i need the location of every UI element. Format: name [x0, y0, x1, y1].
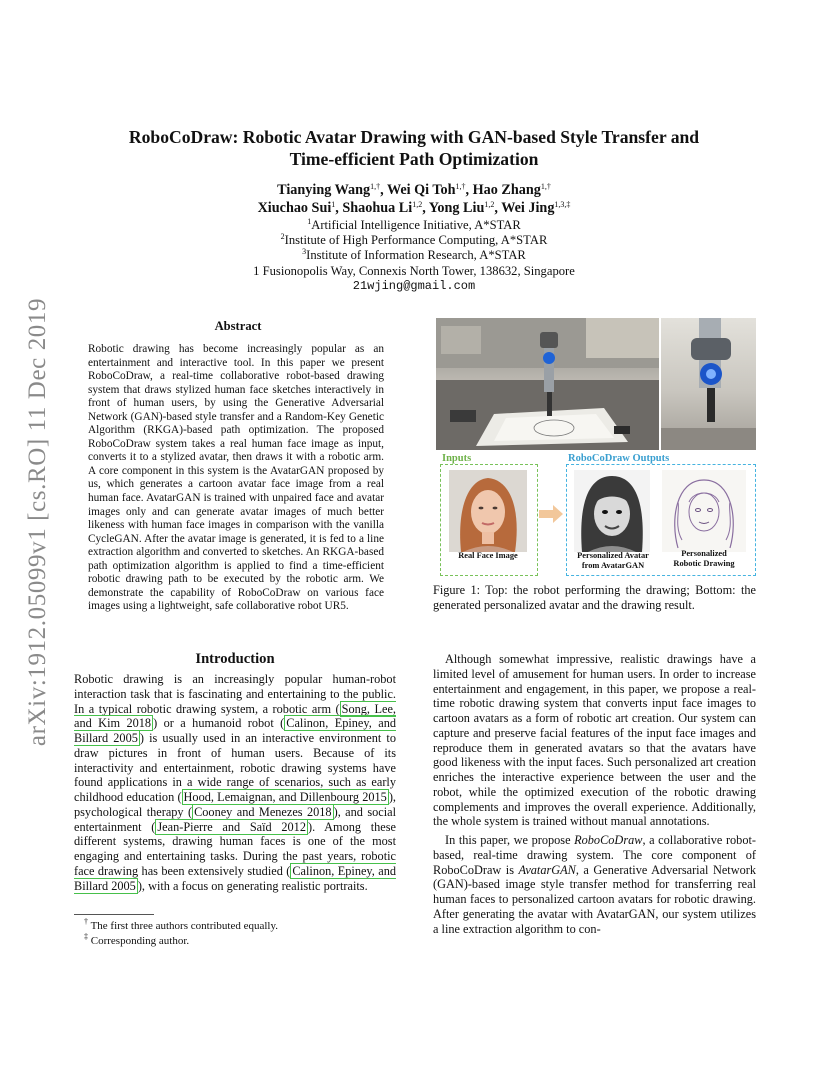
robotic-drawing-image: [662, 470, 746, 552]
author-list: [60, 181, 768, 217]
author-separator: ,: [380, 182, 387, 198]
robot-drawing-photo: [436, 318, 659, 450]
abstract-body: Robotic drawing has become increasingly popular as an entertainment and interactive tool. In this paper we present RoboCoDraw, a real-time collaborative robot-based drawing system that draws stylized human face sketches interactively in front of human users, by using the Generative Adversarial Network (GAN)-based style transfer and a Random-Key Genetic Algorithm (RKGA)-based path optimization. The proposed RoboCoDraw system takes a real human face image as input, converts it to a stylized avatar, then draws it with a robotic arm. A core component in this system is the AvatarGAN proposed by us, which generates a cartoon avatar face image from a real human face. AvatarGAN is trained with unpaired face and avatar images only and can generate avatar images of much better likeness with human face images in comparison with the vanilla CycleGAN. After the avatar image is generated, it is fed to a line extraction algorithm and converted to sketches. An RKGA-based path optimization algorithm is applied to find a time-efficient robotic drawing path to be executed by the robotic arm. We demonstrate the capability of RoboCoDraw on various face images using a lightweight, safe collaborative robot UR5.: [88, 343, 384, 613]
figure-caption: Figure 1: Top: the robot performing the drawing; Bottom: the generated personalized avatar and the drawing result.: [433, 583, 756, 612]
arxiv-identifier: arXiv:1912.05099v1 [cs.RO] 11 Dec 2019: [24, 297, 51, 747]
outputs-label: RoboCoDraw Outputs: [568, 453, 670, 464]
author-name: Tianying Wang: [277, 182, 371, 198]
citation-link[interactable]: Calinon, Epiney, and Billard 2005: [74, 863, 396, 893]
robot-closeup-photo: [661, 318, 756, 450]
real-face-label: Real Face Image: [458, 551, 518, 560]
affiliation-text: Institute of Information Research, A*STAR: [306, 248, 526, 263]
footnotes: [74, 919, 396, 949]
right-column-body: [433, 652, 756, 940]
body-text: , a collaborative robot-based, real-time drawing system. The core component of RoboCoDraw is: [433, 833, 756, 877]
author-name: Wei Jing: [501, 200, 555, 216]
right-paragraph-2: [433, 833, 756, 936]
avatar-label: [570, 551, 656, 571]
author-affil-mark: 1,3,‡: [554, 200, 571, 209]
author-separator: ,: [335, 200, 343, 216]
intro-text: ), with a focus on generating realistic portraits.: [137, 878, 368, 893]
avatar-image: [574, 470, 650, 552]
drawing-label: [660, 549, 748, 569]
arxiv-stamp: [16, 284, 60, 760]
author-name: Hao Zhang: [472, 182, 541, 198]
intro-text: ), and social entertainment (: [74, 804, 397, 834]
citation-link[interactable]: Song, Lee, and Kim 2018: [74, 701, 396, 731]
inputs-label: Inputs: [442, 453, 472, 464]
title-line-1: RoboCoDraw: Robotic Avatar Drawing with GAN-based Style Transfer and: [128, 127, 700, 147]
intro-paragraph-1: [74, 672, 396, 893]
right-paragraph-1: Although somewhat impressive, realistic drawings have a limited level of amusement for human users. In order to increase entertainment and engagement, in this paper, we propose a real-time robotic drawing system that converts input face images to cartoon avatars as a form of robotic art creation. Our system can capture and preserve facial features of the input face images and reproduce them in generated avatars so that the avatars have good likeness with the input faces. Such personalized art creation enriches the interactive experience between the user and the robot, while the optimized execution of the robotic drawing complements and improves the overall experience. Additionally, the whole system is trained without manual annotations.: [433, 652, 756, 829]
body-text: In this paper, we propose: [445, 833, 575, 847]
author-separator: ,: [465, 182, 473, 198]
robot-scene-illustration: [436, 318, 659, 450]
citation-link[interactable]: Cooney and Menezes 2018: [194, 804, 332, 819]
footnote-1: [74, 919, 396, 934]
citation-link[interactable]: Calinon, Epiney, and Billard 2005: [74, 716, 396, 745]
avatar-label-line-1: Personalized Avatar: [577, 551, 649, 560]
author-name: Shaohua Li: [342, 200, 413, 216]
affiliation-text: Institute of High Performance Computing, A*STAR: [284, 233, 548, 248]
author-affil-mark: 1,†: [370, 182, 381, 191]
citation-link[interactable]: Jean-Pierre and Saïd 2012: [157, 819, 306, 834]
drawing-label-line-1: Personalized: [681, 549, 727, 558]
paper-title: [60, 126, 768, 170]
footnote-text: The first three authors contributed equally.: [90, 920, 279, 932]
author-affil-mark: 1: [331, 200, 336, 209]
affiliation-mark: 3: [302, 247, 307, 257]
affiliation-1: [60, 218, 768, 233]
footnote-mark: †: [84, 917, 88, 926]
intro-text: ). Among these different systems, drawing human faces is one of the most engaging and entertaining tasks. During the past years, robotic face drawing has been extensively studied (: [74, 819, 396, 878]
author-affil-mark: 1,2: [484, 200, 495, 209]
author-affil-mark: 1,†: [455, 182, 466, 191]
footnote-2: [74, 934, 396, 949]
email-link[interactable]: 21wjing@gmail.com: [352, 278, 476, 293]
robot-arm-illustration: [661, 318, 756, 450]
cartoon-avatar-illustration: [574, 470, 650, 552]
affiliation-2: [60, 233, 768, 248]
avatar-label-line-2: from AvatarGAN: [581, 561, 645, 570]
author-name: Yong Liu: [428, 200, 485, 216]
line-drawing-illustration: [662, 470, 746, 552]
footnote-mark: ‡: [84, 932, 88, 941]
footnote-text: Corresponding author.: [90, 935, 190, 947]
author-line-1: [60, 181, 768, 199]
author-separator: ,: [422, 200, 429, 216]
address: 1 Fusionopolis Way, Connexis North Tower, 138632, Singapore: [253, 263, 575, 278]
affiliation-text: Artificial Intelligence Initiative, A*STAR: [311, 218, 521, 232]
real-face-image: [449, 470, 527, 552]
citation-link[interactable]: Hood, Lemaignan, and Dillenbourg 2015: [183, 790, 387, 804]
affiliations: [60, 218, 768, 294]
affiliation-mark: 1: [307, 217, 312, 226]
author-affil-mark: 1,†: [540, 182, 551, 191]
intro-text: ), psychological therapy (: [74, 790, 396, 819]
section-heading-introduction: Introduction: [195, 651, 275, 667]
method-name: AvatarGAN: [518, 862, 576, 877]
figure-1: [436, 318, 756, 578]
arrow-right-icon: [539, 505, 563, 523]
intro-text: ) or a humanoid robot (: [153, 716, 285, 731]
author-name: Wei Qi Toh: [386, 182, 456, 198]
real-face-illustration: [449, 470, 527, 552]
title-line-2: Time-efficient Path Optimization: [289, 149, 539, 169]
affiliation-mark: 2: [280, 232, 285, 242]
abstract-heading: Abstract: [214, 319, 262, 333]
author-line-2: [60, 199, 768, 217]
body-text: , a Generative Adversarial Network (GAN)-based image style transfer method for transferring real human faces to personalized cartoon avatars for robotic drawing. After generating the avatar with AvatarGAN, our system utilizes a line extraction algorithm to con-: [433, 862, 756, 936]
intro-text: ) is usually used in an interactive environment to draw pictures in front of human users. Because of its interactivity and entertainment, robotic drawing systems have found applications in a wide range of scenarios, such as early childhood education (: [74, 731, 396, 804]
author-affil-mark: 1,2: [412, 200, 423, 209]
affiliation-3: [60, 248, 768, 263]
intro-text: Robotic drawing is an increasingly popular human-robot interaction task that is fascinating and entertaining to the public. In a typical robotic drawing system, a robotic arm (: [74, 672, 396, 716]
author-separator: ,: [494, 200, 502, 216]
introduction-body: [74, 672, 396, 897]
drawing-label-line-2: Robotic Drawing: [673, 559, 735, 568]
system-name: RoboCoDraw: [574, 833, 643, 847]
author-name: Xiuchao Sui: [257, 200, 332, 216]
footnote-rule: [74, 914, 154, 915]
